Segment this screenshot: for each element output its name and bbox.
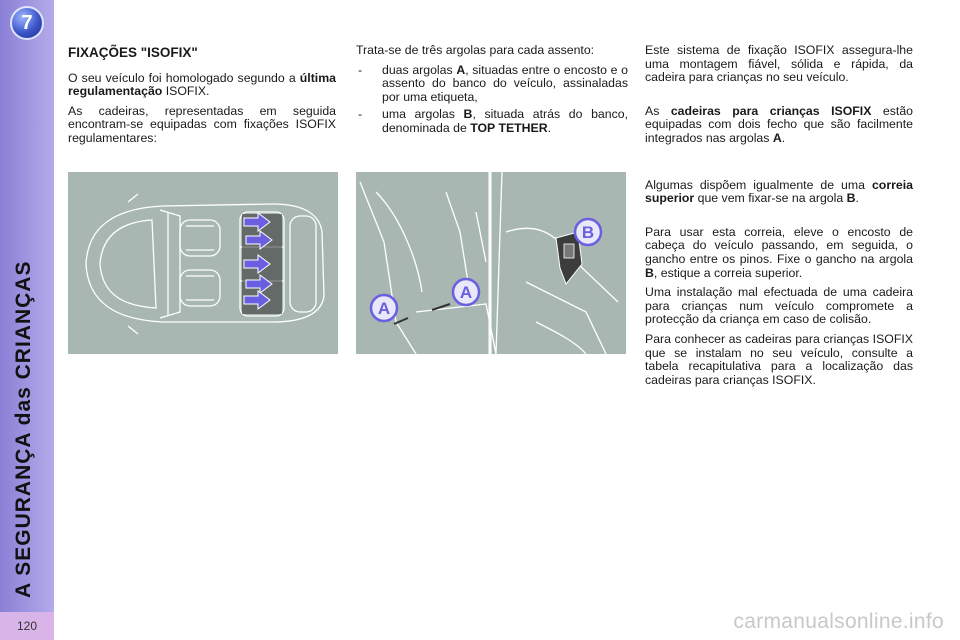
watermark: carmanualsonline.info (733, 610, 944, 633)
seats-paragraph: As cadeiras, representadas em seguida encontram-se equipadas com fixações ISOFIX regulamentares: (68, 103, 336, 145)
isofix-rings-figure (356, 172, 626, 354)
warning-paragraph: Uma instalação mal efectuada de uma cadeira para crianças num veículo compromete a protecção da criança em caso de colisão. (645, 285, 913, 327)
system-paragraph: Este sistema de fixação ISOFIX assegura-lhe uma montagem fiável, sólida e rápida, da cadeira para crianças no seu veículo. (645, 43, 913, 85)
top-strap-paragraph: Algumas dispõem igualmente de uma correia superior que vem fixar-se na argola B. (645, 177, 913, 206)
homologation-paragraph: O seu veículo foi homologado segundo a última regulamentação ISOFIX. (68, 70, 336, 99)
section-heading: FIXAÇÕES "ISOFIX" (68, 45, 198, 60)
left-column (68, 46, 336, 152)
label-a-right: A (459, 283, 473, 302)
label-a-right-badge (453, 279, 479, 305)
chapter-title: A SEGURANÇA das CRIANÇAS (12, 260, 35, 598)
label-b-badge (575, 219, 601, 245)
isofix-seats-paragraph: As cadeiras para crianças ISOFIX estão equipadas com dois fecho que são facilmente integrados nas argolas A. (645, 103, 913, 145)
chapter-sidebar (0, 0, 54, 640)
strap-usage-paragraph: Para usar esta correia, eleve o encosto de cabeça do veículo passando, em seguida, o gancho entre os pinos. Fixe o gancho na argola B, estique a correia superior. (645, 224, 913, 280)
rings-list (356, 64, 628, 136)
list-item: - uma argolas B, situada atrás do banco, denominada de TOP TETHER. (358, 107, 629, 135)
right-column (645, 44, 913, 393)
page-number: 120 (0, 612, 54, 640)
reference-paragraph: Para conhecer as cadeiras para crianças ISOFIX que se instalam no seu veículo, consulte a tabela recapitulativa para a localização das cadeiras para crianças ISOFIX. (645, 331, 913, 387)
ring-a-hooks (394, 304, 450, 324)
label-a-left-badge (371, 295, 397, 321)
chapter-number-badge: 7 (10, 6, 44, 40)
rings-intro: Trata-se de três argolas para cada assento: (356, 43, 595, 57)
vehicle-top-view-figure (68, 172, 338, 354)
list-item: - duas argolas A, situadas entre o encosto e o assento do banco do veículo, assinaladas por uma etiqueta, (358, 62, 628, 104)
isofix-rings-illustration (356, 172, 626, 354)
middle-column (356, 44, 628, 140)
label-a-left: A (377, 299, 391, 318)
label-b: B (581, 223, 595, 242)
vehicle-top-view-illustration (68, 172, 338, 354)
